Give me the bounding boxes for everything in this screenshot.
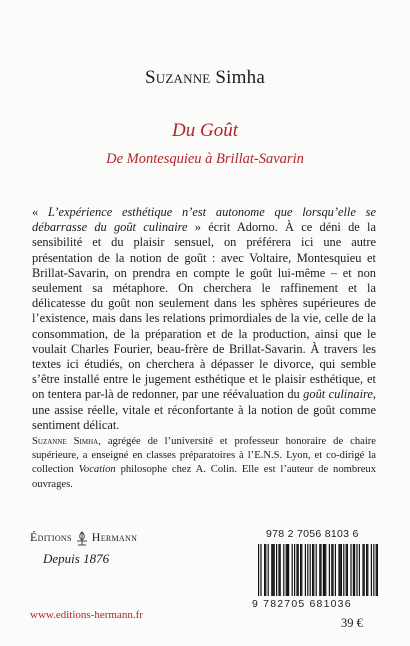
price: 39 €	[341, 616, 363, 630]
author-first-name: Suzanne	[145, 67, 211, 88]
blurb-emphasis: goût culinaire	[303, 387, 373, 402]
publisher-logo	[30, 530, 137, 546]
book-subtitle: De Montesquieu à Brillat-Savarin	[106, 151, 304, 167]
bio-text-end: philosophe chez A. Colin. Elle est l’auteur de nombreux ouvrages.	[32, 464, 376, 490]
blurb-paragraph	[32, 205, 376, 433]
author-bio	[32, 435, 376, 492]
blurb-ending: , une assise réelle, vitale et réconfortante à la notion de goût comme sentiment délicat.	[32, 387, 377, 432]
isbn-number: 978 2 7056 8103 6	[266, 528, 359, 540]
author-name	[0, 67, 410, 89]
publisher-name-right: Hermann	[91, 530, 138, 544]
publisher-website: www.editions-hermann.fr	[30, 609, 143, 621]
adorno-quote: L’expérience esthétique n’est autonome que lorsqu’elle se débarrasse du goût culinaire	[32, 205, 376, 235]
quote-open: «	[32, 205, 48, 219]
author-last-name: Simha	[215, 67, 265, 88]
barcode	[254, 544, 380, 598]
blurb-main: » écrit Adorno. À ce déni de la sensibilité et du plaisir sensuel, on préférera ici une autre présentation de la notion de goût : avec Voltaire, Montesquieu et Brillat-Savarin, on prendra en compte le goût lui-même – et non seulement sa métaphore. On cherchera le raffinement et la délicatesse du goût non seulement dans les sphères supérieures de l’existence, mais dans les relations primordiales de la vie, celle de la consommation, de la préparation et de la production, ainsi que le voulait Charles Fourier, beau-frère de Brillat-Savarin. À travers les textes ici étudiés, on cherchera à dépasser le divorce, qui semble s’être installé entre le jugement esthétique et le plaisir esthétique, et on tentera par-là de redonner, par une réévaluation du	[32, 220, 376, 402]
bio-collection: Vocation	[78, 464, 116, 476]
book-title: Du Goût	[172, 120, 238, 141]
publisher-name-left: Éditions	[30, 530, 72, 544]
bio-author-name: Suzanne Simha	[32, 436, 99, 447]
bio-text: , agrégée de l’université et professeur honoraire de chaire supérieure, a enseigné en classes préparatoires à l’E.N.S. Lyon, et co-dirigé la collection	[32, 436, 377, 476]
publisher-seal-icon	[75, 531, 89, 546]
barcode-digits: 9 782705 681036	[252, 598, 352, 610]
publisher-since: Depuis 1876	[43, 551, 110, 566]
